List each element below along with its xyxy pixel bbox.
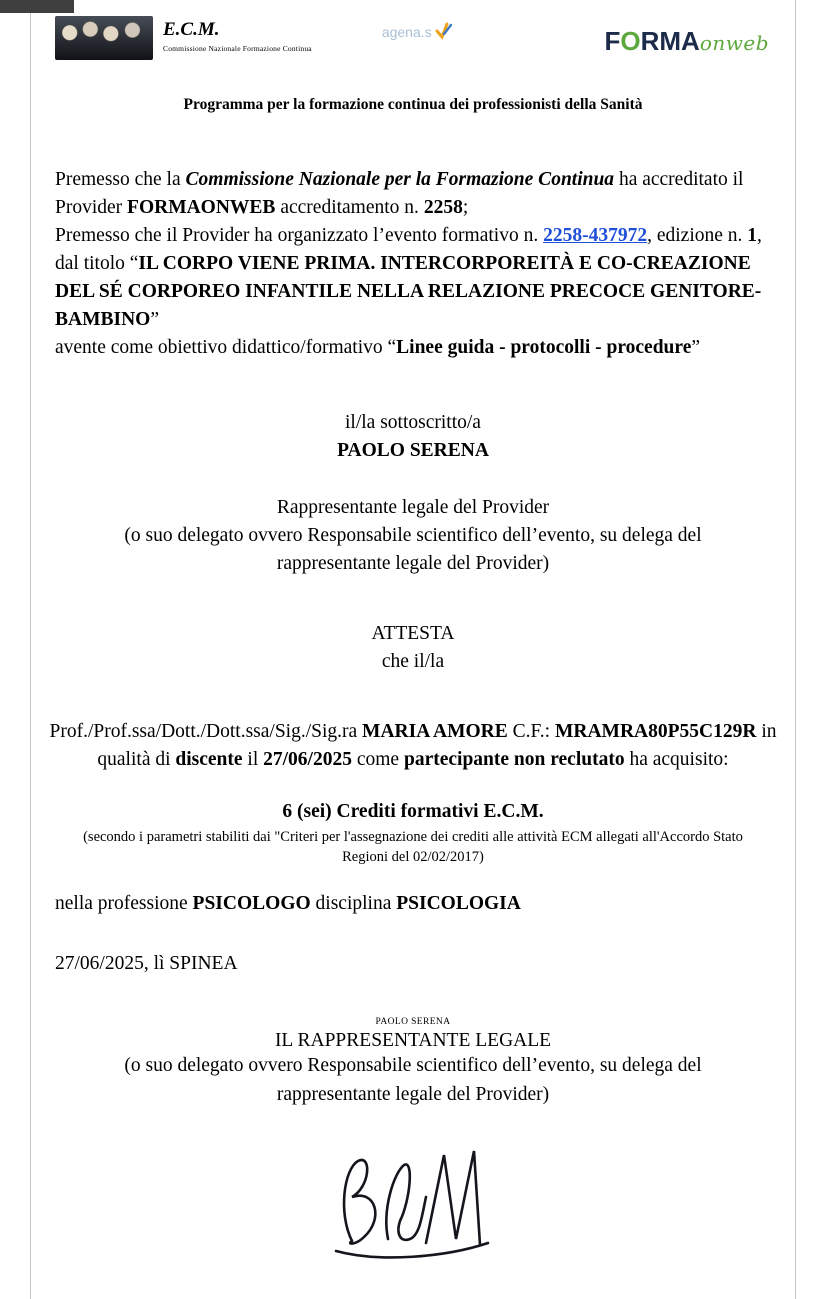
text-run: ; <box>462 197 469 219</box>
attesta-line2: che il/la <box>381 651 445 673</box>
forma-letters-rma: RMA <box>640 26 700 56</box>
provider-name: FORMAONWEB <box>127 197 276 219</box>
agenas-logo-label: agena.s <box>381 24 432 40</box>
discente-paragraph <box>48 718 778 774</box>
text-run: in qualità di <box>97 721 777 771</box>
professione-line <box>55 893 771 915</box>
role-discente: discente <box>175 749 243 771</box>
event-number-link[interactable]: 2258-437972 <box>543 225 648 247</box>
ecm-logo-subtitle: Commissione Nazionale Formazione Continua <box>163 43 312 53</box>
premesso-paragraph-2 <box>55 222 771 334</box>
attesta-block <box>31 620 795 676</box>
crediti-note: (secondo i parametri stabiliti dai "Criteri per l'assegnazione dei crediti alle attività ECM allegati all'Accordo Stato Regioni del 02/02/2017) <box>83 829 743 865</box>
forma-letter-f: F <box>604 26 621 56</box>
text-run: Premesso che il Provider ha organizzato l’evento formativo n. <box>55 225 544 247</box>
ecm-photo-image <box>55 16 153 60</box>
text-run: ” <box>150 309 159 331</box>
attesta-label: ATTESTA <box>371 622 455 644</box>
rappresentante-block <box>75 494 751 578</box>
text-run: come <box>351 749 404 771</box>
accreditamento-number: 2258 <box>423 197 463 219</box>
premesso-section <box>55 166 771 363</box>
edizione-number: 1 <box>747 225 758 247</box>
premesso-paragraph-3 <box>55 334 771 362</box>
text-run: , edizione n. <box>647 225 748 247</box>
premesso-paragraph-1 <box>55 166 771 222</box>
formaonweb-logo <box>604 28 769 54</box>
ecm-logo-title: E.C.M. <box>163 19 220 40</box>
text-run: ” <box>691 337 701 359</box>
signature-name-small: PAOLO SERENA <box>375 1017 451 1028</box>
commissione-name: Commissione Nazionale per la Formazione Continua <box>185 169 615 190</box>
rappresentante-note: (o suo delegato ovvero Responsabile scientifico dell’evento, su delega del rappresentante legale del Provider) <box>124 524 702 574</box>
discipline-name: PSICOLOGIA <box>396 893 521 915</box>
text-run: , dal titolo “ <box>55 225 762 275</box>
text-run: ha accreditato il Provider <box>55 169 744 219</box>
crediti-block <box>31 798 795 867</box>
signer-name: PAOLO SERENA <box>337 439 489 461</box>
ecm-logo <box>55 16 312 60</box>
event-date: 27/06/2025 <box>263 749 352 771</box>
participation-type: partecipante non reclutato <box>403 749 625 771</box>
certificate-page <box>30 0 796 1299</box>
date-place-line: 27/06/2025, lì SPINEA <box>55 953 238 975</box>
signature-block <box>31 1017 795 1108</box>
forma-letter-o-green: O <box>620 26 641 56</box>
text-run: Premesso che la <box>55 169 186 190</box>
sottoscritto-block <box>31 409 795 465</box>
text-run: accreditamento n. <box>275 197 424 219</box>
handwritten-signature <box>31 1139 795 1274</box>
forma-onweb-script: onweb <box>699 31 769 55</box>
fiscal-code: MRAMRA80P55C129R <box>554 721 757 743</box>
text-run: nella professione <box>55 893 193 915</box>
certificate-header <box>31 0 795 60</box>
ecm-logo-text <box>163 16 312 53</box>
cutoff-ui-fragment <box>0 0 74 13</box>
agenas-logo <box>382 24 454 40</box>
text-run: il <box>242 749 264 771</box>
participant-name: MARIA AMORE <box>362 721 508 743</box>
signature-delegate-note: (o suo delegato ovvero Responsabile scientifico dell’evento, su delega del rappresentante legale del Provider) <box>124 1055 702 1105</box>
agenas-check-icon <box>434 24 454 40</box>
text-run: Prof./Prof.ssa/Dott./Dott.ssa/Sig./Sig.ra <box>49 721 363 743</box>
crediti-amount: 6 (sei) Crediti formativi E.C.M. <box>282 801 544 823</box>
sottoscritto-label: il/la sottoscritto/a <box>345 411 481 433</box>
profession-name: PSICOLOGO <box>192 893 311 915</box>
event-title: IL CORPO VIENE PRIMA. INTERCORPOREITÀ E CO-CREAZIONE DEL SÉ CORPOREO INFANTILE NELLA RELAZIONE PRECOCE GENITORE-BAMBINO <box>55 253 762 331</box>
text-run: C.F.: <box>507 721 555 743</box>
objective-name: Linee guida - protocolli - procedure <box>396 337 692 359</box>
signature-scribble-image <box>318 1139 508 1274</box>
document-title: Programma per la formazione continua dei professionisti della Sanità <box>183 96 643 113</box>
text-run: ha acquisito: <box>624 749 729 771</box>
text-run: disciplina <box>310 893 397 915</box>
signature-role-title: IL RAPPRESENTANTE LEGALE <box>274 1030 552 1052</box>
rappresentante-line: Rappresentante legale del Provider <box>276 496 550 518</box>
text-run: avente come obiettivo didattico/formativo “ <box>55 337 397 359</box>
